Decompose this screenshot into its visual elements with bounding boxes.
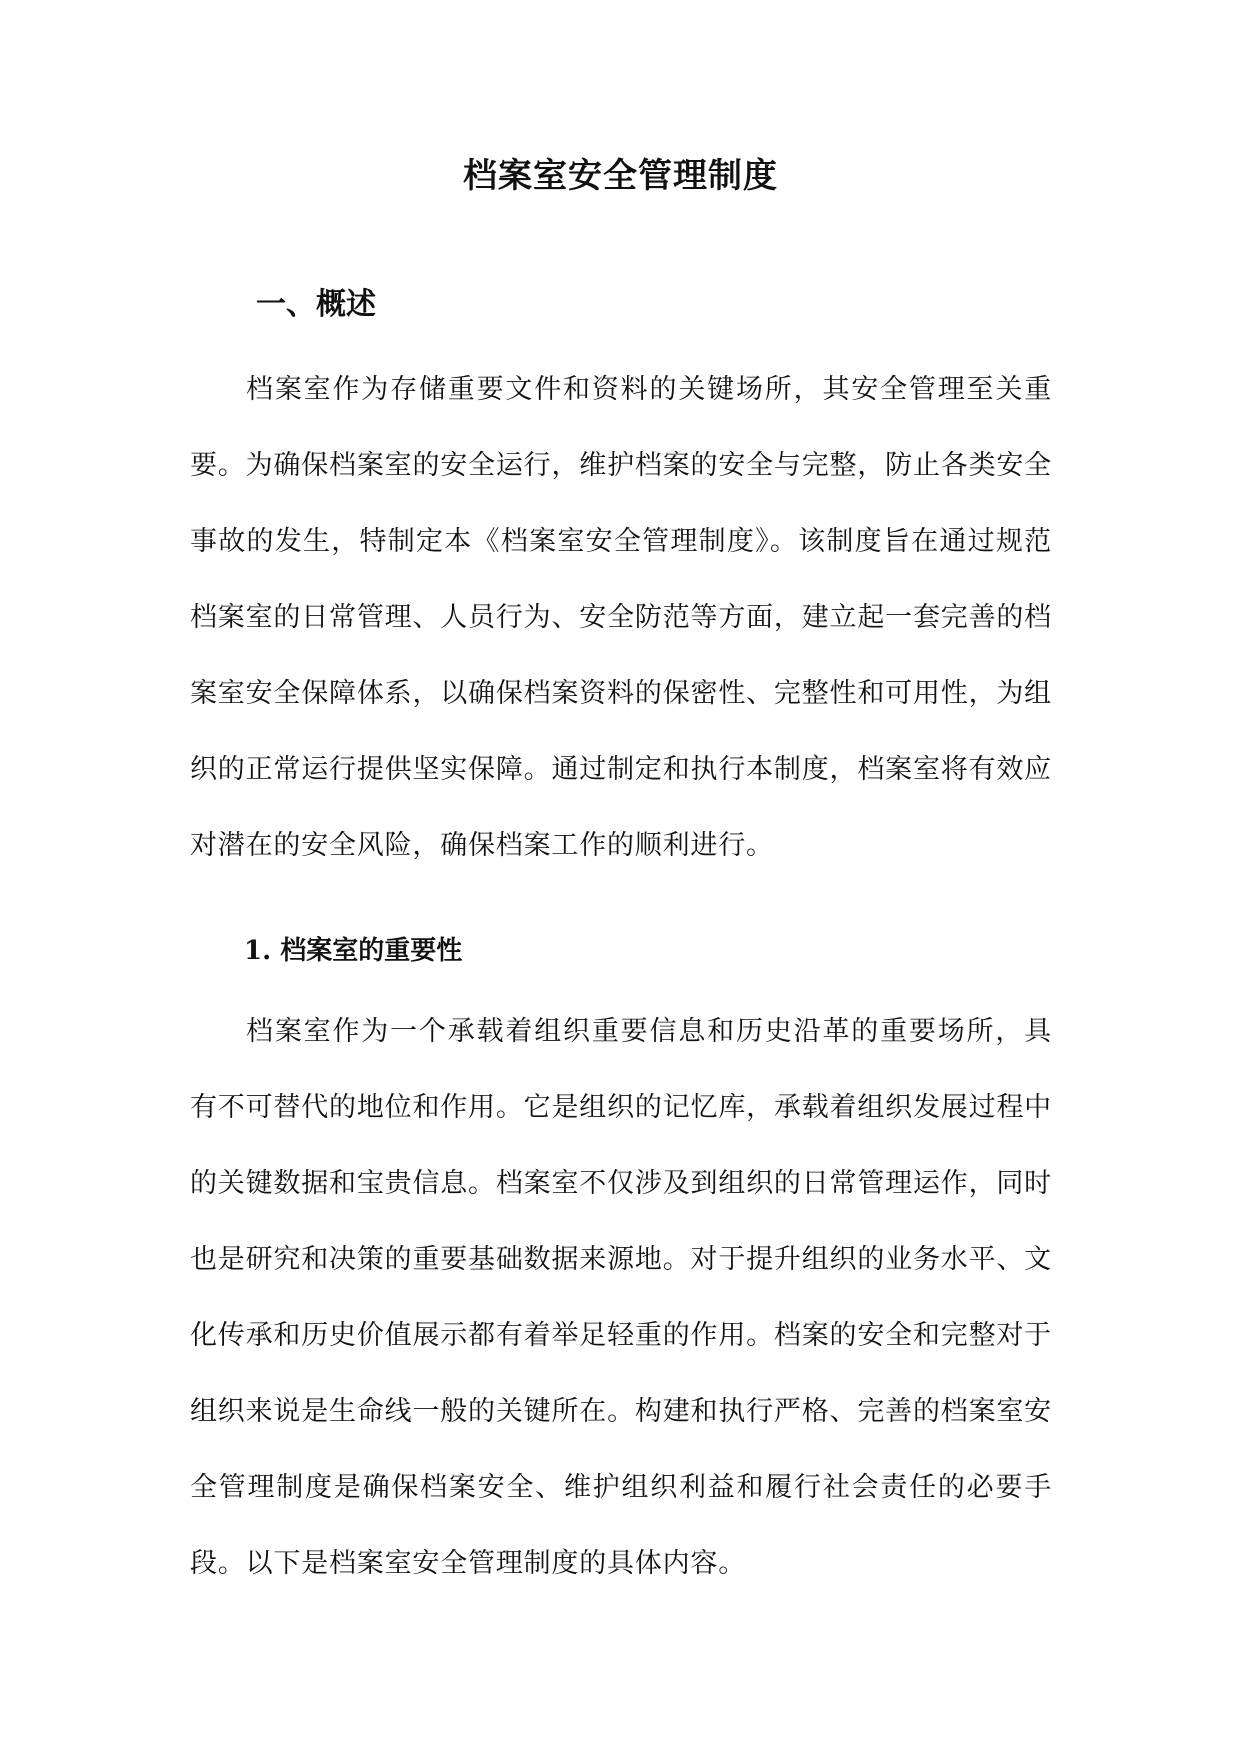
overview-paragraph: 档案室作为存储重要文件和资料的关键场所，其安全管理至关重要。为确保档案室的安全运行，维护档案的安全与完整，防止各类安全事故的发生，特制定本《档案室安全管理制度》。该制度旨在通过规范档案室的日常管理、人员行为、安全防范等方面，建立起一套完善的档案室安全保障体系，以确保档案资料的保密性、完整性和可用性，为组织的正常运行提供坚实保障。通过制定和执行本制度，档案室将有效应对潜在的安全风险，确保档案工作的顺利进行。	[190, 374, 1052, 861]
section-heading-overview: 一、概述	[256, 287, 376, 322]
document-title: 档案室安全管理制度	[463, 156, 778, 196]
importance-paragraph: 档案室作为一个承载着组织重要信息和历史沿革的重要场所，具有不可替代的地位和作用。它是组织的记忆库，承载着组织发展过程中的关键数据和宝贵信息。档案室不仅涉及到组织的日常管理运作，同时也是研究和决策的重要基础数据来源地。对于提升组织的业务水平、文化传承和历史价值展示都有着举足轻重的作用。档案的安全和完整对于组织来说是生命线一般的关键所在。构建和执行严格、完善的档案室安全管理制度是确保档案安全、维护组织利益和履行社会责任的必要手段。以下是档案室安全管理制度的具体内容。	[190, 1016, 1052, 1579]
subsection-heading-importance: 1. 档案室的重要性	[244, 936, 463, 966]
